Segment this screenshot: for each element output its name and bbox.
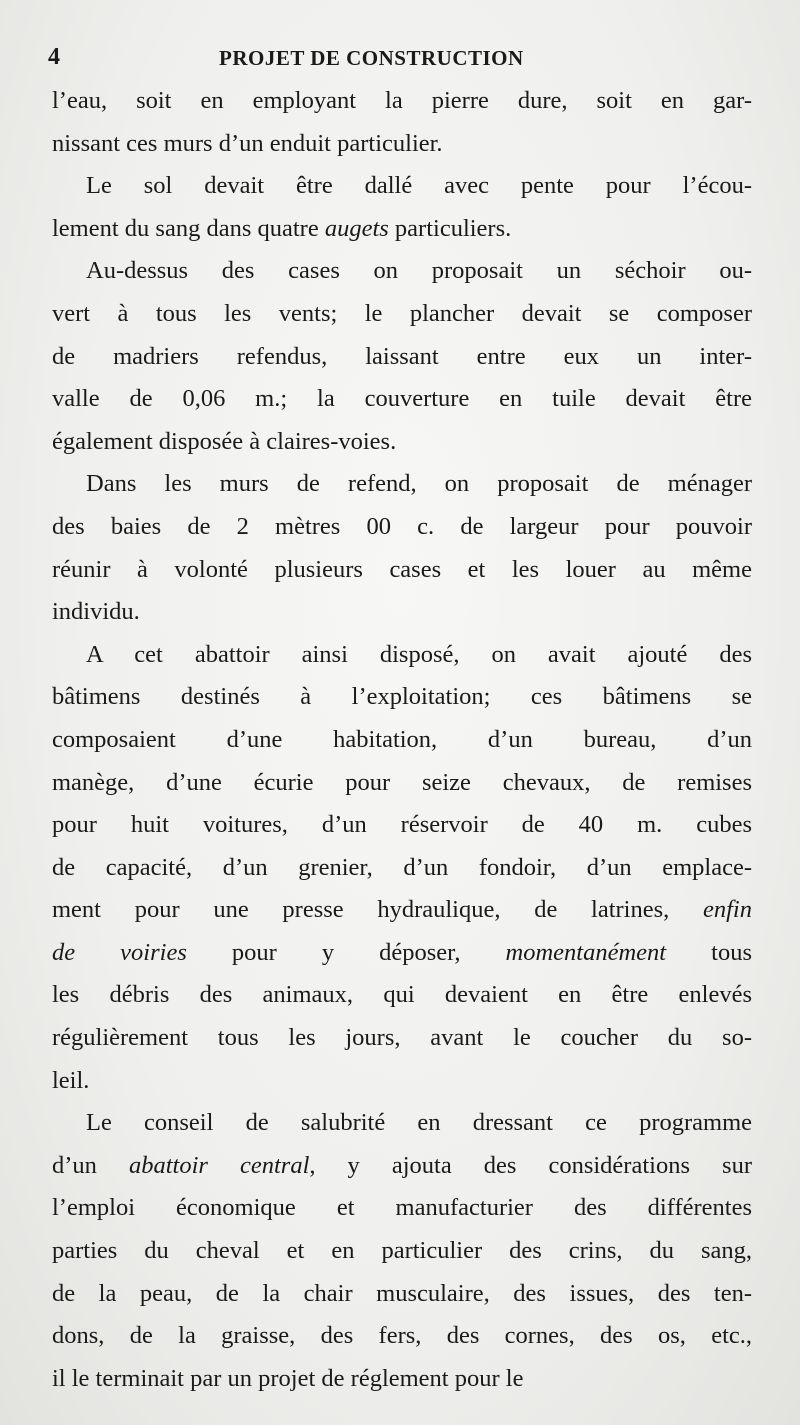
text-line: l’emploi économique et manufacturier des différentes (52, 1194, 752, 1222)
text-line: parties du cheval et en particulier des crins, du sang, (52, 1237, 752, 1265)
text-line: bâtimens destinés à l’exploitation; ces bâtimens se (52, 683, 752, 711)
text-line: valle de 0,06 m.; la couverture en tuile devait être (52, 385, 752, 413)
italic-term: augets (324, 214, 389, 242)
text-line: l’eau, soit en employant la pierre dure, soit en gar- (52, 87, 752, 114)
text-line: individu. (52, 598, 140, 626)
text-line: également disposée à claires-voies. (52, 427, 397, 455)
text-line: de voiries pour y déposer, momentanément tous (52, 938, 752, 966)
page-number: 4 (48, 44, 60, 70)
text-line: lement du sang dans quatre augets particuliers. (52, 214, 512, 242)
text-line: Au-dessus des cases on proposait un séchoir ou- (86, 257, 752, 285)
text-line: des baies de 2 mètres 00 c. de largeur pour pouvoir (52, 512, 752, 540)
italic-term: de voiries (52, 938, 187, 966)
text-line: nissant ces murs d’un enduit particulier. (52, 129, 443, 157)
text-line: vert à tous les vents; le plancher devait se composer (52, 299, 752, 327)
text-line: les débris des animaux, qui devaient en être enlevés (52, 981, 752, 1009)
italic-term: abattoir central (128, 1151, 310, 1179)
italic-term: momentanément (505, 938, 667, 966)
text-line: Le sol devait être dallé avec pente pour l’écou- (86, 172, 752, 200)
text-line: composaient d’une habitation, d’un bureau, d’un (52, 725, 752, 753)
text-line: de capacité, d’un grenier, d’un fondoir, d’un emplace- (52, 853, 752, 881)
text-line: Le conseil de salubrité en dressant ce programme (86, 1109, 752, 1137)
text-line: réunir à volonté plusieurs cases et les louer au même (52, 555, 752, 583)
text-line: régulièrement tous les jours, avant le coucher du so- (52, 1024, 752, 1052)
text-line: A cet abattoir ainsi disposé, on avait ajouté des (86, 640, 752, 668)
text-line: d’un abattoir central, y ajouta des considérations sur (52, 1151, 752, 1179)
text-line: de madriers refendus, laissant entre eux un inter- (52, 342, 752, 370)
text-line: dons, de la graisse, des fers, des cornes, des os, etc., (52, 1322, 752, 1350)
italic-term: enfin (703, 896, 752, 924)
text-line: leil. (52, 1066, 90, 1094)
text-line: manège, d’une écurie pour seize chevaux, de remises (52, 768, 752, 796)
text-line: ment pour une presse hydraulique, de latrines, enfin (52, 896, 752, 924)
text-line: Dans les murs de refend, on proposait de ménager (86, 470, 752, 498)
text-line: de la peau, de la chair musculaire, des issues, des ten- (52, 1279, 752, 1307)
running-title: PROJET DE CONSTRUCTION (219, 46, 524, 70)
text-line: il le terminait par un projet de réglement pour le (52, 1364, 524, 1392)
text-line: pour huit voitures, d’un réservoir de 40 m. cubes (52, 811, 752, 839)
page-header (44, 38, 770, 78)
body-text (52, 80, 752, 1400)
